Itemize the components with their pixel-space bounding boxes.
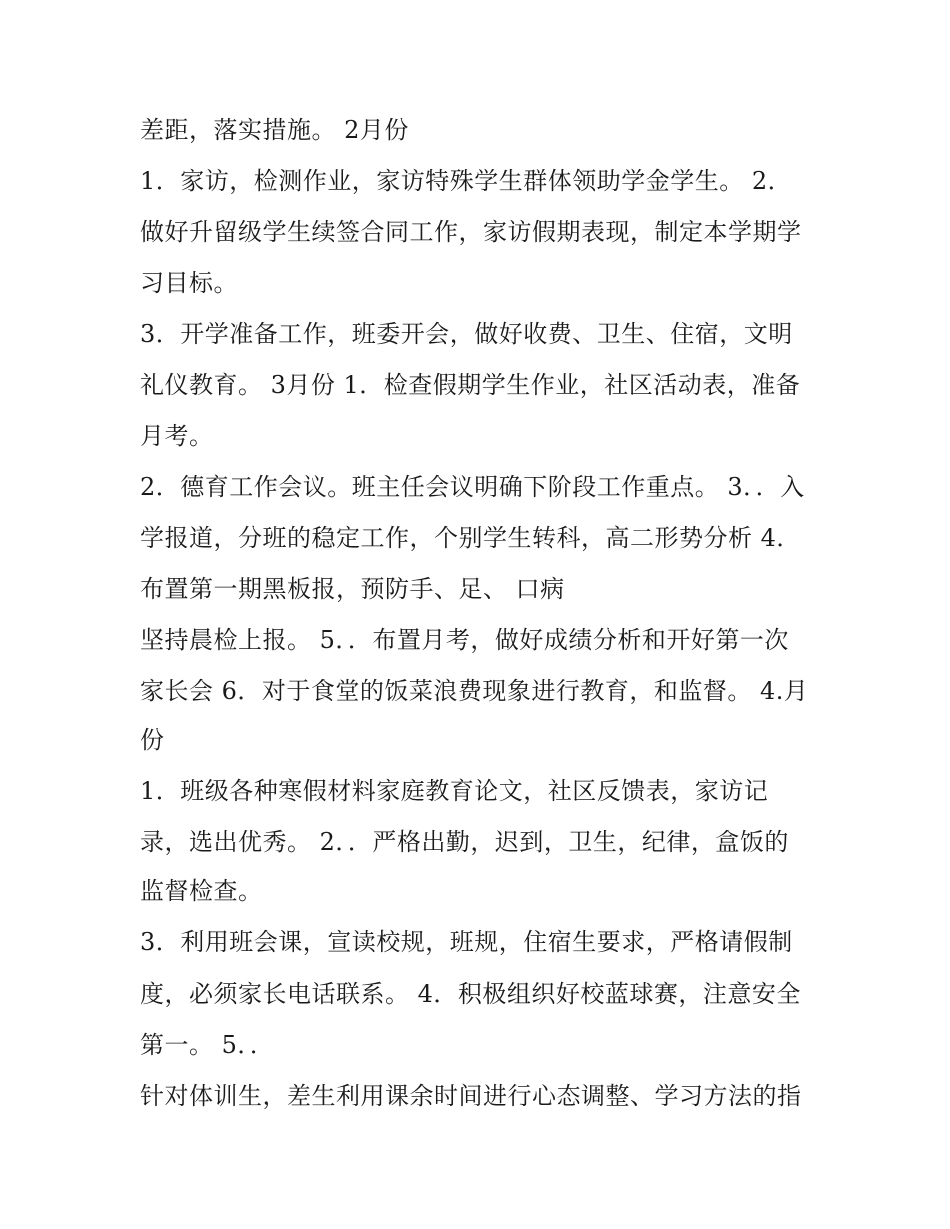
text-line-2: 1．家访，检测作业，家访特殊学生群体领助学金学生。 2． — [140, 167, 793, 195]
text-line-10: 布置第一期黑板报，预防手、足、 口病 — [140, 575, 565, 603]
text-line-20: 针对体训生，差生利用课余时间进行心态调整、学习方法的指 — [140, 1082, 802, 1110]
text-line-6: 礼仪教育。 3月份 1．检查假期学生作业，社区活动表，准备 — [140, 371, 801, 399]
text-line-16: 监督检查。 — [140, 877, 263, 905]
text-line-11: 坚持晨检上报。 5．．布置月考，做好成绩分析和开好第一次 — [140, 626, 789, 654]
text-line-12: 家长会 6．对于食堂的饭菜浪费现象进行教育，和监督。 4.月 — [140, 677, 809, 705]
text-line-18: 度，必须家长电话联系。 4．积极组织好校蓝球赛，注意安全 — [140, 980, 801, 1008]
text-line-8: 2．德育工作会议。班主任会议明确下阶段工作重点。 3．．入 — [140, 473, 805, 501]
text-line-5: 3．开学准备工作，班委开会，做好收费、卫生、住宿，文明 — [140, 320, 793, 348]
text-line-1: 差距，落实措施。 2月份 — [140, 116, 409, 144]
text-line-17: 3．利用班会课，宣读校规，班规，住宿生要求，严格请假制 — [140, 928, 793, 956]
text-line-19: 第一。 5．． — [140, 1031, 275, 1059]
text-line-13: 份 — [140, 726, 165, 754]
text-line-3: 做好升留级学生续签合同工作，家访假期表现，制定本学期学 — [140, 218, 802, 246]
text-line-7: 月考。 — [140, 422, 214, 450]
text-line-4: 习目标。 — [140, 269, 238, 297]
text-line-15: 录，选出优秀。 2．．严格出勤，迟到，卫生，纪律，盒饭的 — [140, 828, 789, 856]
text-line-14: 1．班级各种寒假材料家庭教育论文，社区反馈表，家访记 — [140, 777, 769, 805]
text-line-9: 学报道，分班的稳定工作，个别学生转科，高二形势分析 4． — [140, 524, 801, 552]
